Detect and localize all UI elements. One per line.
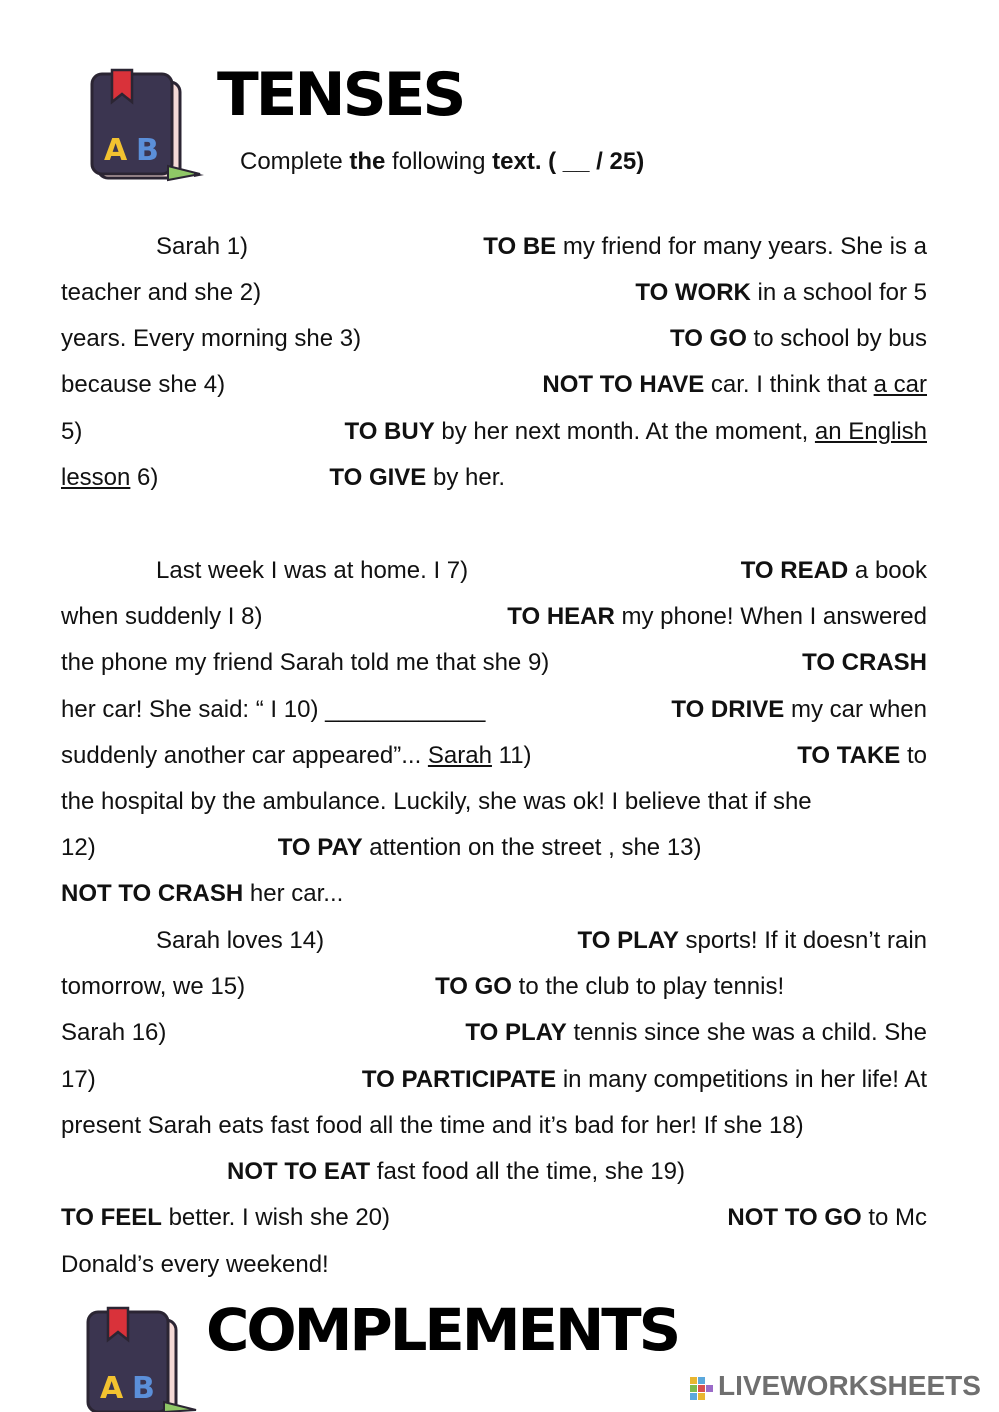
- verb-prompt: TO CRASH: [802, 649, 927, 676]
- text-line: [61, 1017, 927, 1049]
- underlined-subject: a car: [873, 371, 927, 398]
- line-text: my phone! When I answered: [614, 603, 927, 630]
- answer-blank-2[interactable]: [261, 277, 635, 309]
- score-field: . ( __ / 25): [534, 148, 645, 175]
- line-text: because she 4): [61, 371, 226, 398]
- underlined-subject: an English: [814, 418, 927, 445]
- line-text: in many competitions in her life! At: [556, 1066, 927, 1093]
- line-text: years. Every morning she 3): [61, 325, 362, 352]
- text-line: [61, 786, 927, 818]
- verb-prompt: TO PLAY: [465, 1019, 567, 1046]
- text-line: [61, 878, 927, 910]
- line-text: Last week I was at home. I 7): [156, 557, 469, 584]
- line-text: teacher and she 2): [61, 279, 262, 306]
- answer-blank-1[interactable]: [248, 231, 483, 263]
- verb-prompt: NOT TO HAVE: [542, 371, 705, 398]
- line-text: 12): [61, 834, 96, 861]
- line-text: the phone my friend Sarah told me that she 9): [61, 649, 550, 676]
- line-text: car. I think that: [704, 371, 874, 398]
- line-text: suddenly another car appeared”...: [61, 742, 428, 769]
- line-text: present Sarah eats fast food all the time and it’s bad for her! If she 18): [61, 1112, 804, 1139]
- text-line: [61, 323, 927, 355]
- section-title: COMPLEMENTS: [206, 1296, 679, 1364]
- verb-prompt: TO GO: [435, 973, 512, 1000]
- liveworksheets-logo[interactable]: [690, 1370, 981, 1405]
- answer-blank-5[interactable]: [82, 416, 344, 448]
- text-line: [61, 1110, 927, 1142]
- answer-blank-16[interactable]: [166, 1017, 465, 1049]
- line-text: tennis since she was a child. She: [566, 1019, 927, 1046]
- answer-blank-18[interactable]: [61, 1156, 221, 1188]
- line-text: Sarah 16): [61, 1019, 167, 1046]
- answer-blank-11[interactable]: [532, 740, 798, 772]
- text-line: [61, 1064, 927, 1096]
- verb-prompt: TO TAKE: [797, 742, 901, 769]
- svg-text:A: A: [100, 1371, 124, 1406]
- line-text: fast food all the time, she 19): [370, 1158, 685, 1185]
- text-line: [61, 231, 927, 263]
- line-text: 5): [61, 418, 83, 445]
- svg-text:B: B: [132, 1371, 155, 1406]
- text-line: [61, 925, 927, 957]
- liveworksheets-logo-text: LIVEWORKSHEETS: [718, 1370, 981, 1401]
- verb-prompt: NOT TO CRASH: [61, 880, 244, 907]
- verb-prompt: TO DRIVE: [671, 696, 785, 723]
- verb-prompt: TO BE: [483, 233, 557, 260]
- text-line: [61, 369, 927, 401]
- underlined-subject: Sarah: [427, 742, 492, 769]
- answer-blank-8[interactable]: [262, 601, 507, 633]
- line-text: to school by bus: [746, 325, 927, 352]
- instruction-text: following: [385, 148, 493, 175]
- line-text: 17): [61, 1066, 96, 1093]
- svg-text:A: A: [104, 133, 128, 168]
- verb-prompt: TO WORK: [635, 279, 751, 306]
- line-text: the hospital by the ambulance. Luckily, she was ok! I believe that if she: [61, 788, 812, 815]
- verb-prompt: TO READ: [740, 557, 849, 584]
- line-text: my car when: [784, 696, 927, 723]
- line-text: sports! If it doesn’t rain: [678, 927, 927, 954]
- verb-prompt: TO PARTICIPATE: [361, 1066, 557, 1093]
- answer-blank-4[interactable]: [225, 369, 542, 401]
- answer-blank-15[interactable]: [245, 971, 429, 1003]
- line-text: 6): [130, 464, 159, 491]
- text-line: [61, 647, 927, 679]
- text-line: [61, 1202, 927, 1234]
- text-line: [61, 1249, 927, 1281]
- line-text: her car...: [243, 880, 344, 907]
- verb-prompt: TO BUY: [344, 418, 435, 445]
- answer-blank-20[interactable]: [390, 1202, 727, 1234]
- svg-text:B: B: [136, 133, 159, 168]
- answer-blank-12[interactable]: [96, 832, 272, 864]
- line-text: Donald’s every weekend!: [61, 1251, 329, 1278]
- answer-blank-3[interactable]: [361, 323, 670, 355]
- instruction-text: Complete: [240, 148, 350, 175]
- verb-prompt: TO FEEL: [61, 1204, 162, 1231]
- text-line: [61, 832, 927, 864]
- answer-blank-13[interactable]: [708, 832, 858, 864]
- answer-blank-10[interactable]: her car! She said: “ I 10) ____________: [61, 696, 486, 723]
- verb-prompt: TO GIVE: [329, 464, 427, 491]
- text-line: [61, 555, 927, 587]
- answer-blank-14[interactable]: [324, 925, 577, 957]
- verb-prompt: TO HEAR: [507, 603, 615, 630]
- text-line: [61, 971, 927, 1003]
- line-text: in a school for 5: [750, 279, 927, 306]
- line-text: attention on the street , she 13): [362, 834, 702, 861]
- line-text: by her next month. At the moment,: [434, 418, 815, 445]
- page-title: TENSES: [217, 60, 464, 130]
- text-line: [61, 277, 927, 309]
- liveworksheets-logo-icon: [690, 1377, 714, 1405]
- verb-prompt: NOT TO GO: [727, 1204, 862, 1231]
- underlined-subject: lesson: [61, 464, 131, 491]
- text-line: [61, 694, 927, 726]
- line-text: Sarah loves 14): [156, 927, 325, 954]
- instruction-the: the: [349, 148, 386, 175]
- verb-prompt: TO GO: [669, 325, 747, 352]
- line-text: tomorrow, we 15): [61, 973, 246, 1000]
- verb-prompt: TO PLAY: [577, 927, 679, 954]
- line-text: by her.: [426, 464, 506, 491]
- answer-blank-17[interactable]: [96, 1064, 362, 1096]
- verb-prompt: TO PAY: [277, 834, 363, 861]
- answer-blank-7[interactable]: [468, 555, 741, 587]
- line-text: a book: [848, 557, 927, 584]
- text-line: [61, 1156, 927, 1188]
- ab-book-icon: [84, 68, 208, 184]
- text-line: [61, 416, 927, 448]
- line-text: better. I wish she 20): [161, 1204, 391, 1231]
- line-text: Sarah 1): [156, 233, 249, 260]
- verb-prompt: NOT TO EAT: [227, 1158, 371, 1185]
- line-text: to: [900, 742, 927, 769]
- line-text: to the club to play tennis!: [511, 973, 785, 1000]
- instruction-bold-text: text: [492, 148, 535, 175]
- line-text: when suddenly I 8): [61, 603, 263, 630]
- answer-blank-9[interactable]: [549, 647, 802, 679]
- text-line: [61, 601, 927, 633]
- text-line: [61, 740, 927, 772]
- instruction: [240, 148, 644, 176]
- text-line: [61, 462, 927, 494]
- line-text: 11): [491, 742, 532, 769]
- answer-blank-6[interactable]: [158, 462, 323, 494]
- line-text: my friend for many years. She is a: [556, 233, 927, 260]
- ab-book-icon: [80, 1306, 204, 1412]
- line-text: to Mc: [861, 1204, 927, 1231]
